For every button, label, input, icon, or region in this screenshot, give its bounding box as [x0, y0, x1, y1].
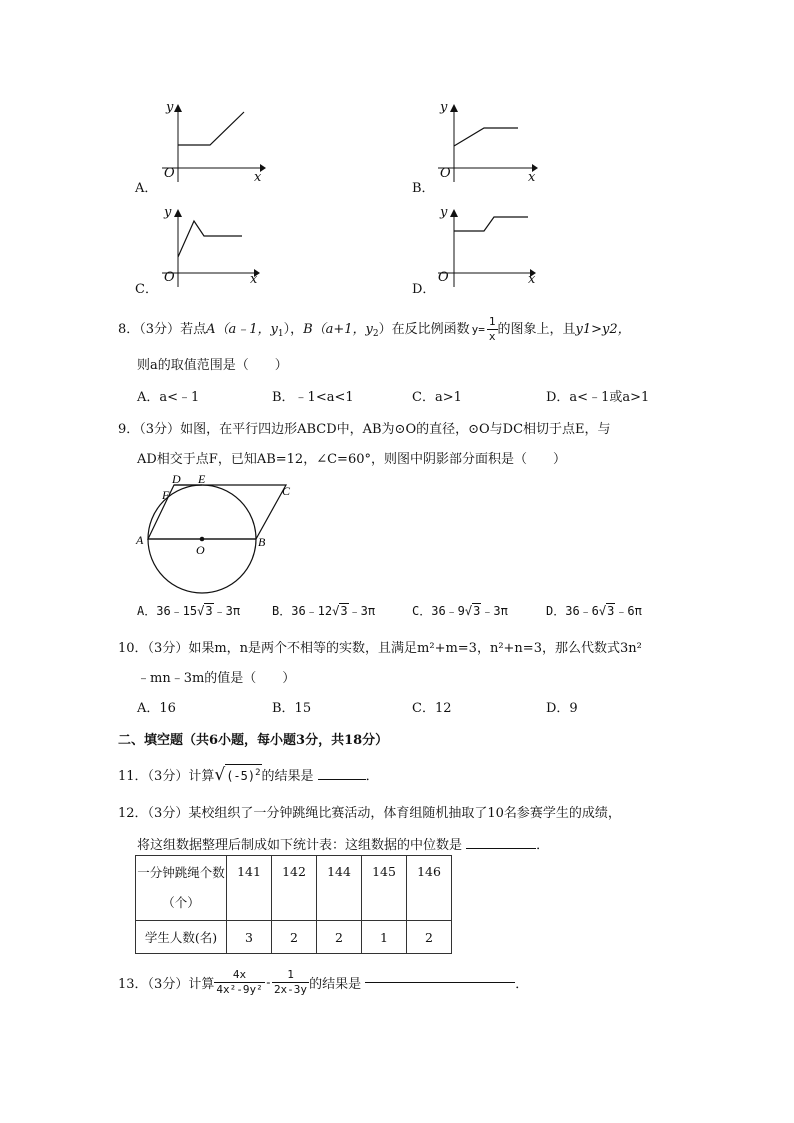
- graph-c-origin: O: [164, 270, 175, 285]
- section-2-title: 二、填空题（共6小题，每小题3分，共18分）: [118, 733, 389, 748]
- graph-b-origin: O: [440, 166, 451, 181]
- fig-label-f: F: [162, 488, 170, 502]
- graph-line: [178, 112, 244, 145]
- question-10-line2: ﹣mn﹣3m的值是（ ）: [137, 671, 296, 686]
- graph-d-y-label: y: [440, 205, 448, 220]
- table-row: [136, 856, 452, 921]
- question-11: 11．（3分）计算$√(-5)^2$的结果是 ．: [118, 765, 379, 785]
- fig-label-e: E: [198, 472, 206, 486]
- fig-label-o: O: [196, 543, 205, 557]
- table-cell: 2: [272, 921, 317, 954]
- q10-option-a: A．16: [137, 701, 176, 716]
- table-cell: 142: [272, 856, 317, 921]
- y-arrow-icon: [450, 104, 458, 112]
- option-b-label: B．: [412, 181, 435, 196]
- q9-option-a: A．36﹣15√3﹣3π: [137, 604, 241, 618]
- q9-option-c: C．36﹣9√3﹣3π: [412, 604, 508, 618]
- fig-label-c: C: [282, 484, 291, 498]
- question-12-line1: 12．（3分）某校组织了一分钟跳绳比赛活动，体育组随机抽取了10名参赛学生的成绩，: [118, 806, 621, 821]
- center-dot: [200, 537, 205, 542]
- row-header-students: 学生人数(名): [136, 921, 227, 954]
- q9-figure: [130, 470, 310, 595]
- fig-label-b: B: [258, 535, 266, 549]
- fig-label-d: D: [172, 472, 181, 486]
- table-cell: 146: [407, 856, 452, 921]
- table-cell: 2: [317, 921, 362, 954]
- table-cell: 1: [362, 921, 407, 954]
- row-header-count: 一分钟跳绳个数（个）: [136, 856, 227, 921]
- question-13: 13．（3分）计算 $\frac{4x}{\text{4x²-9y²}}$ - $\frac{1}{2x-3y}$ 的结果是 ．: [118, 968, 529, 996]
- y-arrow-icon: [174, 209, 182, 217]
- q8-option-a: A．a<﹣1: [137, 390, 200, 405]
- graph-line: [454, 128, 518, 146]
- graph-c-x-label: x: [250, 272, 258, 287]
- graph-d-origin: O: [438, 270, 449, 285]
- graph-a-y-label: y: [166, 100, 174, 115]
- graph-a-x-label: x: [254, 170, 262, 185]
- table-cell: 141: [227, 856, 272, 921]
- graph-b-y-label: y: [440, 100, 448, 115]
- graph-d-x-label: x: [528, 272, 536, 287]
- q10-option-b: B．15: [272, 701, 312, 716]
- question-9-line1: 9．（3分）如图，在平行四边形ABCD中，AB为⊙O的直径，⊙O与DC相切于点E，与: [118, 422, 611, 437]
- q10-option-d: D．9: [546, 701, 578, 716]
- graph-a-origin: O: [164, 166, 175, 181]
- question-9-line2: AD相交于点F，已知AB=12，∠C=60°，则图中阴影部分面积是（ ）: [137, 452, 566, 467]
- q8-option-d: D．a<﹣1或a>1: [546, 390, 650, 405]
- fig-label-a: A: [136, 533, 144, 547]
- option-a-label: A．: [135, 181, 158, 196]
- graph-line: [454, 217, 528, 231]
- q9-option-b: B．36﹣12√3﹣3π: [272, 604, 376, 618]
- question-12-line2: 将这组数据整理后制成如下统计表：这组数据的中位数是 ．: [137, 838, 550, 853]
- graph-line: [178, 221, 242, 257]
- q8-option-b: B．﹣1<a<1: [272, 390, 354, 405]
- graph-b-x-label: x: [528, 170, 536, 185]
- option-d-label: D．: [412, 282, 436, 297]
- option-c-label: C．: [135, 282, 158, 297]
- table-cell: 144: [317, 856, 362, 921]
- table-cell: 3: [227, 921, 272, 954]
- y-arrow-icon: [174, 104, 182, 112]
- table-cell: 2: [407, 921, 452, 954]
- q9-option-d: D．36﹣6√3﹣6π: [546, 604, 642, 618]
- question-10-line1: 10．（3分）如果m，n是两个不相等的实数，且满足m²+m=3，n²+n=3，那么代数式3n²: [118, 641, 642, 656]
- question-8-line1: 8．（3分）若点A（a﹣1，$y_1$），B（a+1，$y_2$）在反比例函数 y= $\frac{1}{x}$ 的图象上，且y1>y2，: [118, 315, 631, 343]
- question-8-line2: 则a的取值范围是（ ）: [137, 358, 288, 373]
- table-row: [136, 921, 452, 954]
- y-arrow-icon: [450, 209, 458, 217]
- table-cell: 145: [362, 856, 407, 921]
- stats-table: [135, 855, 452, 954]
- q8-option-c: C．a>1: [412, 390, 462, 405]
- q10-option-c: C．12: [412, 701, 452, 716]
- graph-c-y-label: y: [164, 205, 172, 220]
